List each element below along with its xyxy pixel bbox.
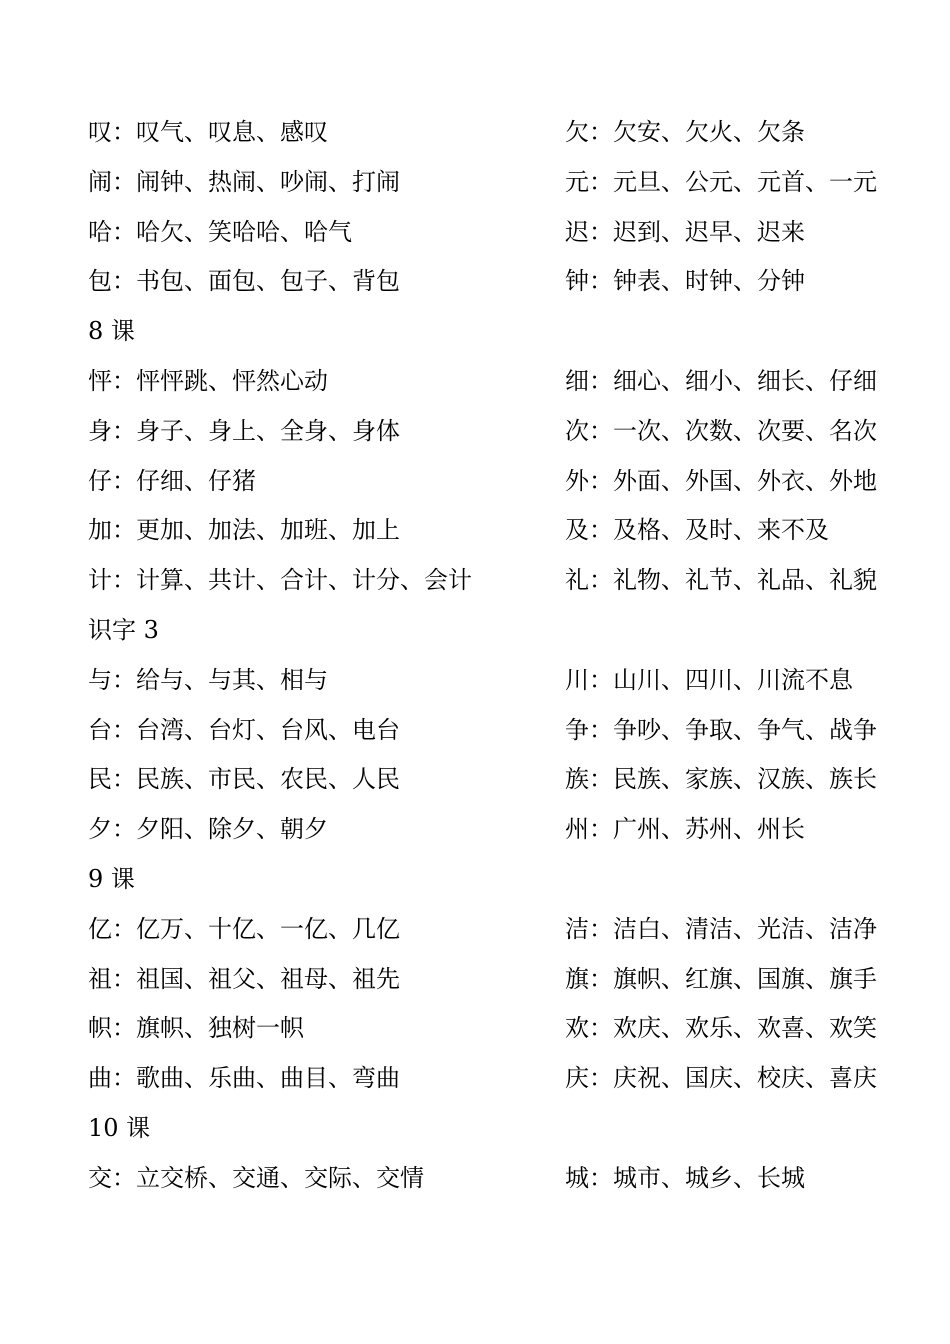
vocab-entry-right: 争：争吵、争取、争气、战争 [565,715,877,744]
vocab-entry-right: 川：山川、四川、川流不息 [565,665,853,694]
vocab-entry-right: 钟：钟表、时钟、分钟 [565,267,805,296]
vocab-entry-left: 叹：叹气、叹息、感叹 [88,118,328,146]
lesson-heading [88,606,908,656]
vocab-row [88,158,908,208]
vocab-entry-left: 包：书包、面包、包子、背包 [88,267,400,296]
vocab-entry-left: 加：更加、加法、加班、加上 [88,516,400,545]
vocab-row [88,805,908,855]
vocab-row [88,208,908,258]
vocab-entry-right: 庆：庆祝、国庆、校庆、喜庆 [565,1064,877,1093]
vocab-entry-left: 闹：闹钟、热闹、吵闹、打闹 [88,167,400,196]
vocab-entry-left: 帜：旗帜、独树一帜 [88,1014,304,1043]
vocab-entry-right: 迟：迟到、迟早、迟来 [565,217,805,246]
vocab-row [88,357,908,407]
vocab-entry-right: 欠：欠安、欠火、欠条 [565,118,805,146]
vocab-row [88,955,908,1005]
vocab-row [88,1054,908,1104]
vocab-entry-right: 及：及格、及时、来不及 [565,516,829,545]
vocab-entry-right: 欢：欢庆、欢乐、欢喜、欢笑 [565,1014,877,1043]
vocab-entry-right: 细：细心、细小、细长、仔细 [565,366,877,395]
vocab-entry-right: 元：元旦、公元、元首、一元 [565,167,877,196]
vocab-entry-right: 族：民族、家族、汉族、族长 [565,765,877,794]
vocab-entry-left: 身：身子、身上、全身、身体 [88,416,400,445]
vocab-entry-left: 交：立交桥、交通、交际、交情 [88,1163,424,1192]
vocab-row [88,706,908,756]
vocab-entry-right: 旗：旗帜、红旗、国旗、旗手 [565,964,877,993]
lesson-heading-text: 10 课 [88,1113,151,1142]
lesson-heading [88,307,908,357]
lesson-heading-text: 8 课 [88,317,135,346]
vocab-entry-left: 祖：祖国、祖父、祖母、祖先 [88,964,400,993]
vocab-row [88,1154,908,1204]
vocab-entry-right: 次：一次、次数、次要、名次 [565,416,877,445]
vocab-row [88,656,908,706]
vocab-row [88,1004,908,1054]
vocab-row [88,506,908,556]
lesson-heading-text: 9 课 [88,864,135,893]
lesson-heading-text: 识字 3 [88,615,159,644]
vocab-entry-left: 计：计算、共计、合计、计分、会计 [88,566,472,595]
vocab-entry-left: 仔：仔细、仔猪 [88,466,256,495]
lesson-heading [88,1104,908,1154]
vocab-row [88,556,908,606]
lesson-heading [88,855,908,905]
document-page [88,108,908,1204]
vocab-entry-left: 怦：怦怦跳、怦然心动 [88,366,328,395]
vocab-entry-left: 台：台湾、台灯、台风、电台 [88,715,400,744]
vocab-entry-left: 夕：夕阳、除夕、朝夕 [88,815,328,844]
vocab-entry-right: 州：广州、苏州、州长 [565,815,805,844]
vocab-row [88,905,908,955]
vocab-entry-left: 民：民族、市民、农民、人民 [88,765,400,794]
vocab-entry-right: 礼：礼物、礼节、礼品、礼貌 [565,566,877,595]
vocab-entry-right: 城：城市、城乡、长城 [565,1163,805,1192]
vocab-row [88,457,908,507]
vocab-row [88,755,908,805]
vocab-entry-left: 哈：哈欠、笑哈哈、哈气 [88,217,352,246]
vocab-row [88,257,908,307]
vocab-row [88,407,908,457]
vocab-entry-left: 曲：歌曲、乐曲、曲目、弯曲 [88,1064,400,1093]
vocab-entry-right: 外：外面、外国、外衣、外地 [565,466,877,495]
vocab-entry-right: 洁：洁白、清洁、光洁、洁净 [565,914,877,943]
vocab-entry-left: 亿：亿万、十亿、一亿、几亿 [88,914,400,943]
vocab-row [88,108,908,158]
vocab-entry-left: 与：给与、与其、相与 [88,665,328,694]
